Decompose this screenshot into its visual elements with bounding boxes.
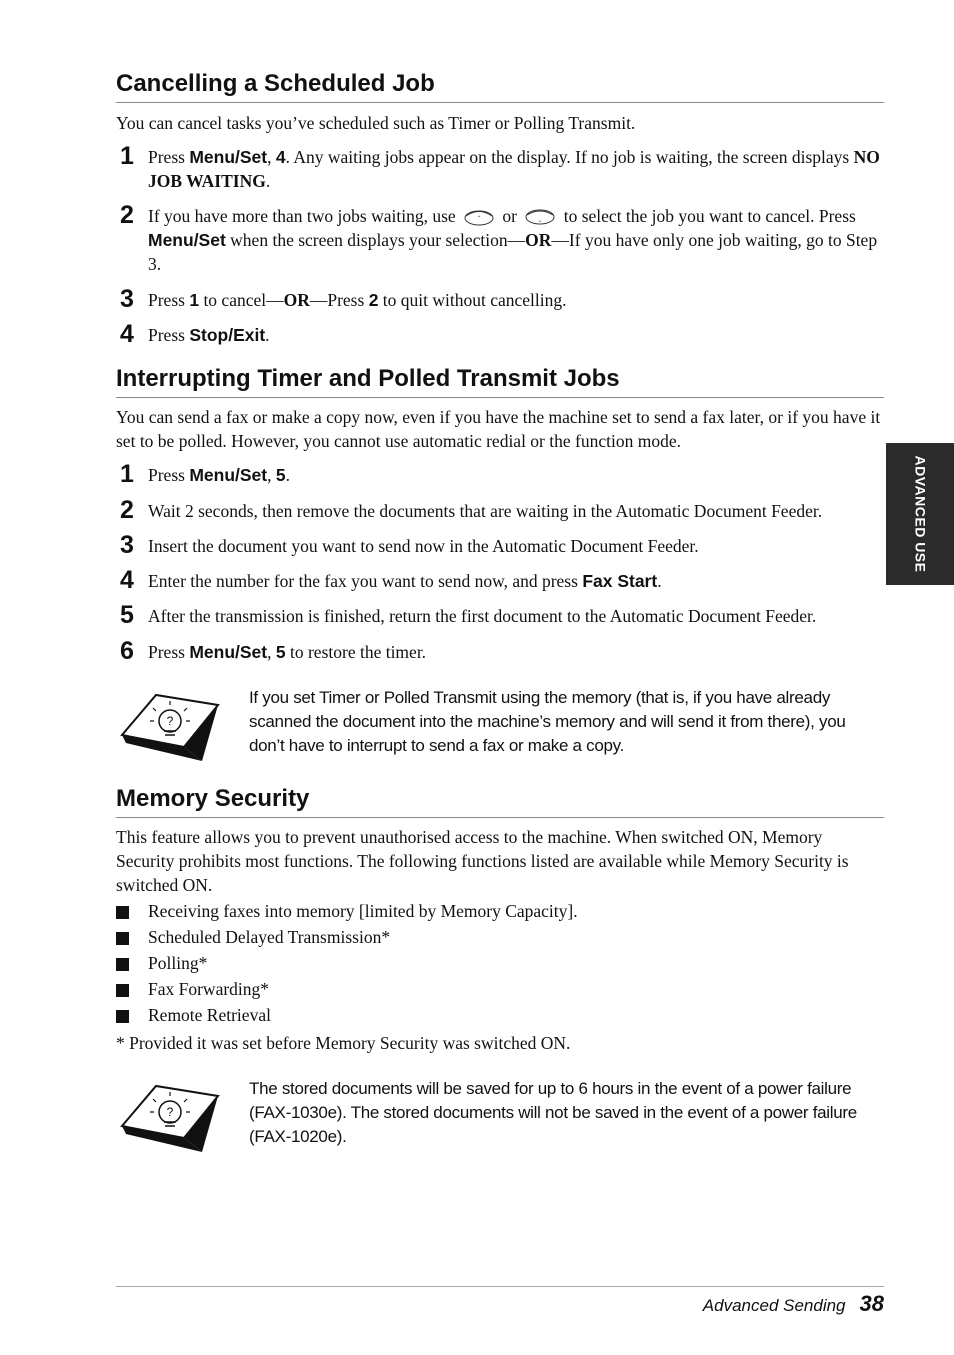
bullet-list xyxy=(116,898,884,1028)
step: 1 Press Menu/Set, 5. xyxy=(120,460,290,488)
note-text: If you set Timer or Polled Transmit using the memory (that is, if you have already scanned the document into the machine’s memory and will send it from there), you don’t have to interrupt to send a fax or make a copy. xyxy=(249,688,846,755)
list-item: Scheduled Delayed Transmission* xyxy=(116,924,884,950)
step: 3 Insert the document you want to send now in the Automatic Document Feeder. xyxy=(120,531,699,559)
step: 3 Press 1 to cancel—OR—Press 2 to quit without cancelling. xyxy=(120,285,567,313)
side-tab xyxy=(886,443,954,585)
step-number: 5 xyxy=(120,601,134,629)
section-title-interrupting: Interrupting Timer and Polled Transmit Jobs xyxy=(116,365,884,398)
up-arrow-key-icon xyxy=(463,207,495,227)
down-arrow-key-icon xyxy=(524,207,556,227)
svg-text:⌄: ⌄ xyxy=(537,218,543,224)
step-number: 3 xyxy=(120,531,134,559)
step: 2 Wait 2 seconds, then remove the documents that are waiting in the Automatic Document Feeder. xyxy=(120,496,823,524)
note-block xyxy=(116,1077,884,1149)
page-footer xyxy=(116,1286,884,1317)
list-item: Remote Retrieval xyxy=(116,1002,884,1028)
section-intro: You can cancel tasks you’ve scheduled such as Timer or Polling Transmit. xyxy=(116,113,636,133)
step: 6 Press Menu/Set, 5 to restore the timer. xyxy=(120,637,427,665)
page-number: 38 xyxy=(859,1291,884,1316)
step: 2 If you have more than two jobs waiting, use ⌃ or ⌄ to select the job you want to cancel. Press Menu/Set when the screen displays your selection—OR—If you have only one job waiting, go to Step 3. xyxy=(120,201,878,274)
step-number: 2 xyxy=(120,496,134,524)
section-title-memory-security: Memory Security xyxy=(116,785,884,818)
step-number: 4 xyxy=(120,320,134,348)
step-number: 4 xyxy=(120,566,134,594)
step-number: 6 xyxy=(120,637,134,665)
footnote: * Provided it was set before Memory Security was switched ON. xyxy=(116,1033,571,1053)
list-item: Polling* xyxy=(116,950,884,976)
section-intro: You can send a fax or make a copy now, even if you have the machine set to send a fax later, or if you have it set to be polled. However, you cannot use automatic redial or the function mode. xyxy=(116,407,881,451)
section-intro: This feature allows you to prevent unauthorised access to the machine. When switched ON, Memory Security prohibits most functions. The following functions listed are available while Memory Security is switched ON. xyxy=(116,827,849,895)
note-text: The stored documents will be saved for up to 6 hours in the event of a power failure (FAX-1030e). The stored documents will not be saved in the event of a power failure (FAX-1020e). xyxy=(249,1079,857,1146)
lightbulb-note-icon xyxy=(118,691,220,763)
step: 4 Press Stop/Exit. xyxy=(120,320,270,348)
note-block xyxy=(116,686,884,758)
lightbulb-note-icon xyxy=(118,1082,220,1154)
list-item: Fax Forwarding* xyxy=(116,976,884,1002)
section-title-cancelling: Cancelling a Scheduled Job xyxy=(116,70,884,103)
footer-section-label: Advanced Sending xyxy=(702,1296,846,1315)
step: 4 Enter the number for the fax you want to send now, and press Fax Start. xyxy=(120,566,662,594)
step-number: 1 xyxy=(120,460,134,488)
list-item: Receiving faxes into memory [limited by Memory Capacity]. xyxy=(116,898,884,924)
svg-text:?: ? xyxy=(166,714,174,728)
svg-text:?: ? xyxy=(166,1105,174,1119)
side-tab-label: ADVANCED USE xyxy=(912,455,929,573)
step: 1 Press Menu/Set, 4. Any waiting jobs appear on the display. If no job is waiting, the screen displays NO JOB WAITING. xyxy=(120,142,880,191)
step-number: 2 xyxy=(120,201,134,229)
step-number: 1 xyxy=(120,142,134,170)
step: 5 After the transmission is finished, return the first document to the Automatic Document Feeder. xyxy=(120,601,817,629)
svg-text:⌃: ⌃ xyxy=(476,216,482,222)
step-number: 3 xyxy=(120,285,134,313)
